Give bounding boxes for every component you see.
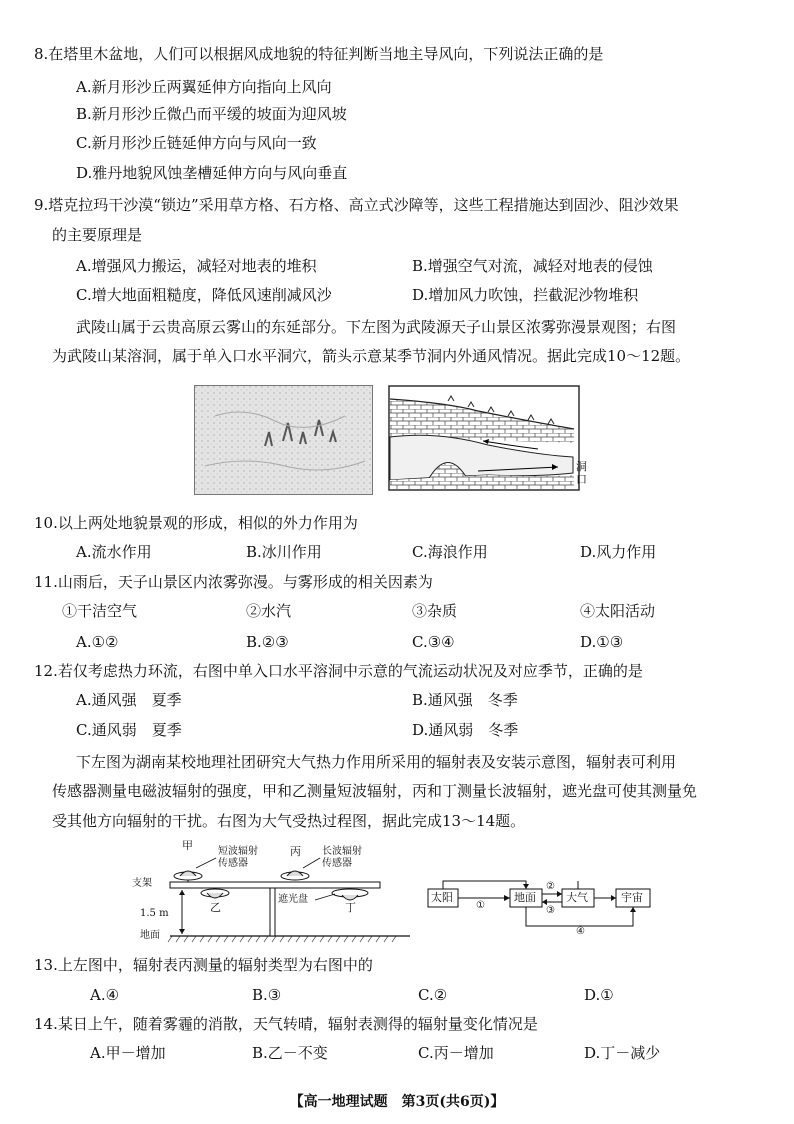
q11-factor-2: ②水汽 (246, 602, 292, 620)
short-wave-label-2: 传感器 (218, 858, 248, 869)
q12-option-a: A.通风强 夏季 (76, 691, 182, 709)
q11-factor-3: ③杂质 (412, 602, 458, 620)
cave-diagram (388, 385, 591, 493)
ground-box: 地面 (514, 891, 536, 904)
q9-stem-cont: 的主要原理是 (52, 226, 143, 244)
q11-option-c: C.③④ (412, 633, 455, 651)
passage2-line2: 传感器测量电磁波辐射的强度，甲和乙测量短波辐射，丙和丁测量长波辐射，遮光盘可使其测量免 (52, 782, 698, 800)
passage2-line1: 下左图为湖南某校地理社团研究大气热力作用所采用的辐射表及安装示意图，辐射表可利用 (76, 753, 677, 771)
q13-option-c: C.② (418, 986, 448, 1004)
bracket-label: 支架 (132, 878, 152, 889)
atmosphere-box: 大气 (566, 891, 588, 904)
q10-option-a: A.流水作用 (76, 543, 152, 561)
q14-stem: 14.某日上午，随着雾霾的消散，天气转晴，辐射表测得的辐射量变化情况是 (34, 1015, 538, 1033)
passage1-line2: 为武陵山某溶洞，属于单入口水平洞穴，箭头示意某季节洞内外通风情况。据此完成10～12题。 (52, 347, 691, 365)
q9-option-b: B.增强空气对流，减轻对地表的侵蚀 (412, 257, 653, 275)
arrow-label-4: ④ (576, 926, 585, 937)
cave-label-1: 洞 (576, 460, 587, 473)
ground-label: 地面 (140, 930, 160, 941)
q13-option-a: A.④ (90, 986, 120, 1004)
heat-diagram (426, 876, 656, 938)
q13-option-b: B.③ (252, 986, 282, 1004)
q9-option-c: C.增大地面粗糙度，降低风速削减风沙 (76, 286, 332, 304)
q11-option-b: B.②③ (246, 633, 289, 651)
passage2-line3: 受其他方向辐射的干扰。右图为大气受热过程图，据此完成13～14题。 (52, 812, 526, 830)
long-wave-label-2: 传感器 (322, 858, 352, 869)
q13-stem: 13.上左图中，辐射表丙测量的辐射类型为右图中的 (34, 956, 373, 974)
arrow-label-2: ② (546, 881, 555, 892)
q12-option-d: D.通风弱 冬季 (412, 721, 519, 739)
q14-option-b: B.乙－不变 (252, 1044, 328, 1062)
fog-photo (194, 385, 373, 495)
q14-option-a: A.甲－增加 (90, 1044, 166, 1062)
q14-option-d: D.丁－减少 (584, 1044, 661, 1062)
q9-stem: 9.塔克拉玛干沙漠“锁边”采用草方格、石方格、高立式沙障等，这些工程措施达到固沙、阻沙效果 (34, 196, 679, 214)
q12-option-b: B.通风强 冬季 (412, 691, 518, 709)
height-label: 1.5 m (140, 908, 169, 919)
cave-label-2: 口 (576, 473, 587, 486)
q14-option-c: C.丙－增加 (418, 1044, 494, 1062)
shade-label: 遮光盘 (278, 894, 308, 905)
sensor-jia: 甲 (182, 839, 193, 852)
sensor-diagram (130, 838, 410, 946)
sun-box: 太阳 (431, 891, 453, 904)
arrow-label-3: ③ (546, 905, 555, 916)
page-footer: 【高一地理试题 第3页(共6页)】 (289, 1094, 505, 1110)
sensor-ding: 丁 (345, 901, 356, 914)
q12-option-c: C.通风弱 夏季 (76, 721, 182, 739)
q9-option-d: D.增加风力吹蚀，拦截泥沙物堆积 (412, 286, 639, 304)
q8-option-a: A.新月形沙丘两翼延伸方向指向上风向 (76, 78, 332, 96)
long-wave-label-1: 长波辐射 (322, 846, 362, 857)
q12-stem: 12.若仅考虑热力环流，右图中单入口水平溶洞中示意的气流运动状况及对应季节，正确的是 (34, 662, 643, 680)
q8-option-d: D.雅丹地貌风蚀垄槽延伸方向与风向垂直 (76, 164, 348, 182)
q9-option-a: A.增强风力搬运，减轻对地表的堆积 (76, 257, 317, 275)
short-wave-label-1: 短波辐射 (218, 846, 258, 857)
q11-factor-1: ①干洁空气 (62, 602, 138, 620)
q11-factor-4: ④太阳活动 (580, 602, 656, 620)
sensor-bing: 丙 (290, 845, 301, 858)
q10-stem: 10.以上两处地貌景观的形成，相似的外力作用为 (34, 514, 358, 532)
q13-option-d: D.① (584, 986, 614, 1004)
q8-option-c: C.新月形沙丘链延伸方向与风向一致 (76, 134, 317, 152)
q11-option-d: D.①③ (580, 633, 624, 651)
q10-option-d: D.风力作用 (580, 543, 657, 561)
arrow-label-1: ① (476, 900, 485, 911)
q10-option-c: C.海浪作用 (412, 543, 488, 561)
q11-stem: 11.山雨后，天子山景区内浓雾弥漫。与雾形成的相关因素为 (34, 573, 433, 591)
sensor-yi: 乙 (210, 901, 221, 914)
q8-option-b: B.新月形沙丘微凸而平缓的坡面为迎风坡 (76, 105, 347, 123)
space-box: 宇宙 (621, 891, 643, 904)
q11-option-a: A.①② (76, 633, 119, 651)
q10-option-b: B.冰川作用 (246, 543, 322, 561)
q8-stem: 8.在塔里木盆地，人们可以根据风成地貌的特征判断当地主导风向，下列说法正确的是 (34, 45, 604, 63)
passage1-line1: 武陵山属于云贵高原云雾山的东延部分。下左图为武陵源天子山景区浓雾弥漫景观图；右图 (76, 318, 677, 336)
